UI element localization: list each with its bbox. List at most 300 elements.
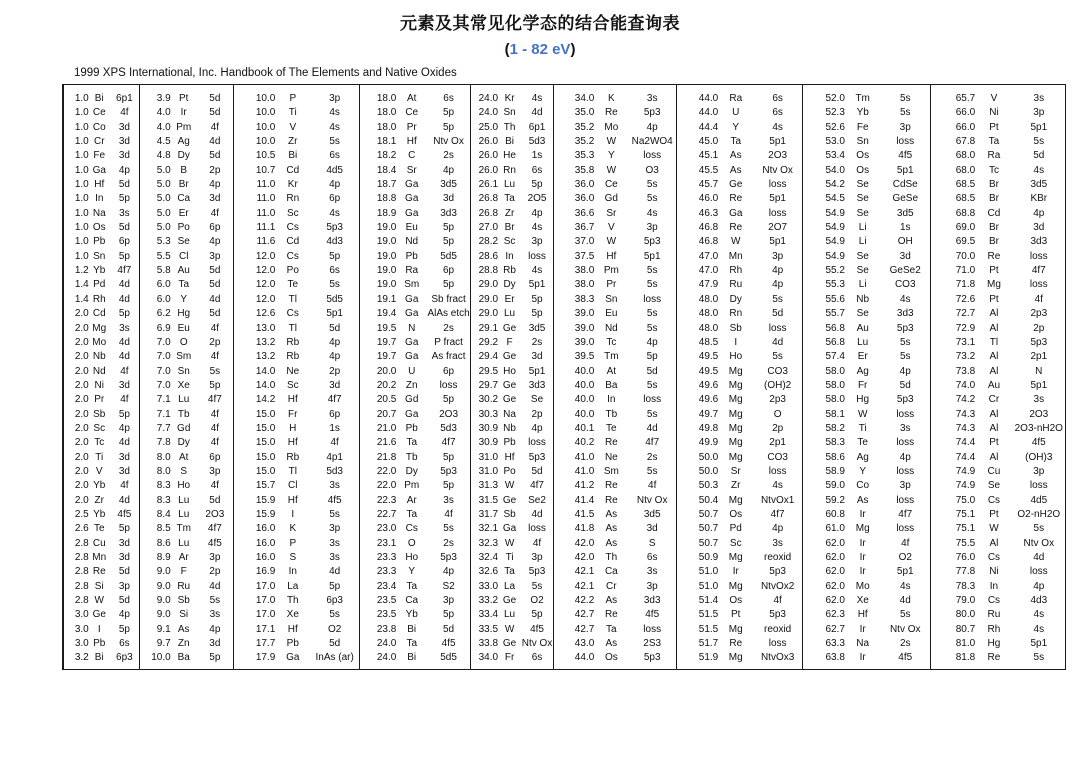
element-symbol: Tm: [176, 523, 191, 535]
chemical-state: 5s: [772, 351, 783, 363]
element-symbol: Zn: [405, 379, 418, 391]
table-row: [931, 365, 1065, 379]
element-symbol: Pt: [989, 265, 999, 277]
table-row: [554, 537, 676, 551]
chemical-state: 4f: [210, 480, 220, 492]
binding-energy-value: 12.0: [255, 279, 276, 291]
binding-energy-value: 21.0: [376, 422, 397, 434]
table-row: [471, 192, 553, 206]
binding-energy-value: 40.0: [574, 379, 595, 391]
binding-energy-value: 41.0: [574, 451, 595, 463]
element-symbol: Ba: [177, 652, 190, 664]
binding-energy-value: 49.7: [698, 408, 719, 420]
table-row: [360, 479, 470, 493]
table-row: [931, 651, 1065, 665]
chemical-state: 4f: [210, 121, 220, 133]
element-symbol: Sb: [729, 322, 742, 334]
element-symbol: Re: [604, 107, 618, 119]
element-symbol: Os: [729, 595, 743, 607]
element-symbol: Cs: [987, 494, 1001, 506]
element-symbol: Y: [859, 465, 867, 477]
table-row: [140, 293, 233, 307]
binding-energy-value: 30.9: [478, 422, 499, 434]
table-row: [140, 551, 233, 565]
binding-energy-value: 9.1: [156, 623, 171, 635]
element-symbol: Fr: [504, 652, 515, 664]
element-symbol: Po: [503, 465, 516, 477]
element-symbol: I: [97, 623, 101, 635]
chemical-state: 3s: [899, 422, 911, 434]
table-row: [803, 465, 930, 479]
chemical-state: 4f5: [327, 494, 342, 506]
element-symbol: As: [605, 537, 618, 549]
table-row: [471, 551, 553, 565]
element-symbol: Li: [858, 279, 867, 291]
table-row: [64, 393, 139, 407]
binding-energy-table: [62, 84, 1074, 670]
element-symbol: La: [287, 580, 299, 592]
chemical-state: O2: [327, 623, 342, 635]
chemical-state: 4d: [118, 351, 130, 363]
element-symbol: Bi: [407, 652, 417, 664]
table-row: [140, 365, 233, 379]
chemical-state: 2s: [531, 336, 543, 348]
element-symbol: Sn: [856, 136, 869, 148]
table-row: [471, 250, 553, 264]
binding-energy-value: 1.0: [74, 121, 89, 133]
element-symbol: Ir: [859, 652, 866, 664]
binding-energy-value: 34.0: [478, 652, 499, 664]
binding-energy-value: 16.9: [255, 566, 276, 578]
chemical-state: O2: [530, 595, 544, 607]
binding-energy-value: 2.0: [74, 365, 89, 377]
binding-energy-value: 26.8: [478, 193, 499, 205]
element-symbol: Ta: [606, 623, 617, 635]
chemical-state: 4s: [329, 107, 340, 119]
element-symbol: Lu: [178, 394, 190, 406]
element-symbol: Os: [856, 150, 870, 162]
chemical-state: 3d: [118, 150, 130, 162]
chemical-state: 4p: [329, 179, 341, 191]
chemical-state: 3p: [329, 93, 341, 104]
table-row: [931, 623, 1065, 637]
chemical-state: 6s: [443, 93, 454, 104]
chemical-state: 5p: [118, 523, 130, 535]
chemical-state: 1s: [531, 150, 543, 162]
element-symbol: Cd: [92, 308, 106, 320]
element-symbol: Xe: [177, 379, 190, 391]
table-row: [234, 651, 359, 665]
chemical-state: 5s: [329, 279, 340, 291]
table-row: [677, 637, 802, 651]
table-row: [677, 293, 802, 307]
chemical-state: 4f5: [645, 609, 660, 621]
element-symbol: Zr: [94, 494, 104, 506]
chemical-state: 4f: [648, 480, 657, 492]
table-row: [803, 537, 930, 551]
element-symbol: Eu: [177, 322, 190, 334]
binding-energy-value: 2.6: [74, 523, 89, 535]
binding-energy-value: 68.5: [955, 179, 976, 191]
chemical-state: 4f5: [898, 150, 913, 162]
element-symbol: Rn: [729, 308, 743, 320]
chemical-state: 4f7: [207, 523, 222, 535]
element-symbol: Ir: [732, 566, 739, 578]
chemical-state: 5p: [646, 351, 658, 363]
binding-energy-value: 14.0: [255, 365, 276, 377]
table-row: [360, 235, 470, 249]
element-symbol: Dy: [729, 293, 742, 305]
table-row: [140, 637, 233, 651]
chemical-state: 3p: [899, 121, 911, 133]
table-row: [677, 235, 802, 249]
binding-energy-value: 24.0: [478, 93, 499, 104]
chemical-state: 5p: [531, 609, 543, 621]
element-symbol: Ar: [406, 494, 417, 506]
table-row: [64, 293, 139, 307]
element-symbol: Tm: [855, 93, 870, 104]
binding-energy-value: 31.3: [478, 480, 499, 492]
chemical-state: 5p3: [896, 322, 914, 334]
chemical-state: 2O5: [527, 193, 547, 205]
binding-energy-value: 50.0: [698, 451, 719, 463]
element-symbol: Ga: [502, 523, 517, 535]
element-symbol: C: [408, 150, 416, 162]
table-row: [554, 565, 676, 579]
binding-energy-value: 15.0: [255, 408, 276, 420]
chemical-state: 3d: [443, 193, 455, 205]
element-symbol: Cs: [987, 595, 1001, 607]
element-symbol: Hf: [94, 179, 105, 191]
table-row: [803, 594, 930, 608]
chemical-state: loss: [768, 638, 787, 650]
binding-energy-value: 49.6: [698, 379, 719, 391]
chemical-state: 3s: [329, 537, 340, 549]
subtitle-paren-close: ): [570, 41, 576, 58]
element-symbol: Tm: [604, 351, 619, 363]
binding-energy-value: 49.8: [698, 422, 719, 434]
binding-energy-value: 23.5: [376, 609, 397, 621]
table-row: [234, 594, 359, 608]
element-symbol: Nb: [92, 351, 106, 363]
table-row: [234, 307, 359, 321]
binding-energy-value: 9.0: [156, 595, 171, 607]
chemical-state: 4s: [1033, 623, 1045, 635]
binding-energy-value: 27.0: [478, 222, 499, 234]
table-row: [234, 293, 359, 307]
chemical-state: 4s: [899, 293, 911, 305]
chemical-state: 6p1: [528, 121, 546, 133]
element-symbol: Cd: [987, 207, 1001, 219]
chemical-state: 5p: [118, 308, 130, 320]
chemical-state: 2p1: [1030, 351, 1048, 363]
chemical-state: 4p: [646, 336, 658, 348]
table-row: [931, 221, 1065, 235]
table-row: [471, 508, 553, 522]
binding-energy-value: 53.0: [825, 136, 845, 148]
binding-energy-value: 58.0: [825, 379, 845, 391]
table-row: [140, 580, 233, 594]
table-column-4: [359, 84, 471, 670]
chemical-state: GeSe2: [889, 265, 921, 277]
element-symbol: Se: [856, 308, 869, 320]
binding-energy-value: 42.2: [574, 595, 595, 607]
element-symbol: Al: [989, 422, 999, 434]
element-symbol: Cu: [987, 465, 1001, 477]
chemical-state: 6s: [119, 638, 130, 650]
table-row: [677, 106, 802, 120]
element-symbol: Y: [608, 150, 615, 162]
table-row: [64, 278, 139, 292]
chemical-state: 5p: [118, 623, 130, 635]
binding-energy-value: 5.0: [156, 193, 171, 205]
binding-energy-value: 40.0: [574, 394, 595, 406]
binding-energy-value: 29.5: [478, 365, 499, 377]
chemical-state: 4d3: [326, 236, 343, 248]
element-symbol: Sr: [730, 465, 741, 477]
binding-energy-value: 75.1: [955, 508, 976, 520]
chemical-state: 3d3: [896, 308, 914, 320]
binding-energy-value: 73.1: [955, 336, 976, 348]
element-symbol: Ce: [604, 179, 618, 191]
table-row: [554, 651, 676, 665]
table-row: [803, 207, 930, 221]
table-row: [360, 106, 470, 120]
chemical-state: loss: [643, 394, 662, 406]
table-row: [803, 436, 930, 450]
element-symbol: Y: [180, 293, 188, 305]
chemical-state: Ntv Ox: [636, 494, 668, 506]
element-symbol: Br: [504, 222, 515, 234]
element-symbol: La: [504, 580, 516, 592]
element-symbol: V: [289, 121, 297, 133]
binding-energy-value: 35.2: [574, 121, 595, 133]
element-symbol: Se: [856, 265, 869, 277]
chemical-state: 2p: [209, 164, 221, 176]
element-symbol: Pt: [989, 121, 999, 133]
chemical-state: 4f: [210, 437, 220, 449]
element-symbol: As: [729, 164, 742, 176]
chemical-state: 5d3: [440, 422, 457, 434]
element-symbol: Ta: [504, 193, 515, 205]
chemical-state: 4f5: [117, 508, 132, 520]
element-symbol: Tl: [288, 293, 297, 305]
table-row: [931, 350, 1065, 364]
table-row: [360, 135, 470, 149]
binding-energy-value: 17.0: [255, 595, 276, 607]
binding-energy-value: 26.0: [478, 164, 499, 176]
binding-energy-value: 49.5: [698, 365, 719, 377]
table-row: [234, 322, 359, 336]
table-row: [471, 393, 553, 407]
element-symbol: Ga: [405, 308, 419, 320]
chemical-state: 4f: [210, 351, 220, 363]
element-symbol: Al: [989, 408, 999, 420]
chemical-state: 4p: [899, 365, 911, 377]
binding-energy-value: 15.0: [255, 437, 276, 449]
chemical-state: 2O3: [1029, 408, 1049, 420]
table-row: [931, 92, 1065, 106]
chemical-state: 2O3-nH2O: [1014, 422, 1063, 434]
table-row: [677, 422, 802, 436]
element-symbol: W: [94, 595, 104, 607]
chemical-state: 4d: [118, 336, 130, 348]
element-symbol: Ge: [502, 351, 517, 363]
element-symbol: Ne: [286, 365, 300, 377]
chemical-state: AlAs etch: [427, 308, 470, 320]
element-symbol: Fr: [288, 408, 298, 420]
chemical-state: 4d: [1033, 552, 1045, 563]
element-symbol: Mg: [728, 379, 743, 391]
table-row: [554, 250, 676, 264]
binding-energy-value: 50.9: [698, 552, 719, 563]
binding-energy-value: 23.3: [376, 552, 397, 563]
element-symbol: I: [291, 508, 295, 520]
chemical-state: Ntv Ox: [433, 136, 464, 148]
chemical-state: 5s: [899, 336, 911, 348]
table-row: [803, 479, 930, 493]
table-row: [234, 135, 359, 149]
element-symbol: Cs: [987, 552, 1001, 563]
table-row: [64, 436, 139, 450]
chemical-state: reoxid: [764, 552, 792, 563]
table-row: [64, 164, 139, 178]
table-row: [677, 350, 802, 364]
binding-energy-value: 15.0: [255, 422, 276, 434]
element-symbol: Ta: [988, 136, 1000, 148]
table-row: [234, 221, 359, 235]
element-symbol: Ti: [858, 422, 867, 434]
binding-energy-value: 2.0: [74, 394, 89, 406]
binding-energy-value: 72.6: [955, 293, 976, 305]
table-row: [64, 465, 139, 479]
table-row: [140, 264, 233, 278]
binding-energy-value: 74.9: [955, 480, 976, 492]
element-symbol: K: [289, 523, 297, 535]
binding-energy-value: 73.8: [955, 365, 976, 377]
element-symbol: Ga: [405, 207, 419, 219]
element-symbol: Rb: [286, 336, 300, 348]
element-symbol: Re: [604, 437, 618, 449]
table-row: [803, 164, 930, 178]
element-symbol: Se: [177, 236, 190, 248]
table-row: [360, 522, 470, 536]
chemical-state: 4d: [531, 107, 543, 119]
table-row: [140, 608, 233, 622]
binding-energy-value: 11.6: [256, 236, 276, 248]
element-symbol: W: [606, 164, 617, 176]
chemical-state: 3d: [531, 351, 543, 363]
table-row: [677, 121, 802, 135]
binding-energy-value: 24.0: [376, 638, 397, 650]
binding-energy-value: 40.2: [574, 437, 595, 449]
element-symbol: Ir: [859, 537, 866, 549]
chemical-state: 5p: [443, 222, 455, 234]
table-row: [140, 565, 233, 579]
binding-energy-value: 38.0: [574, 265, 595, 277]
chemical-state: 4f7: [327, 394, 342, 406]
element-symbol: Al: [989, 351, 999, 363]
element-symbol: Mg: [92, 322, 107, 334]
table-column-9: [930, 84, 1066, 670]
binding-energy-value: 19.0: [376, 222, 397, 234]
chemical-state: 5p: [443, 609, 455, 621]
binding-energy-value: 25.0: [478, 121, 499, 133]
chemical-state: 6s: [772, 93, 783, 104]
table-row: [64, 235, 139, 249]
binding-energy-value: 22.0: [376, 465, 397, 477]
element-symbol: Ru: [729, 279, 743, 291]
chemical-state: 3p: [646, 222, 658, 234]
chemical-state: 3d: [118, 379, 130, 391]
chemical-state: 5s: [899, 107, 911, 119]
binding-energy-value: 81.8: [955, 652, 976, 664]
binding-energy-value: 2.0: [74, 336, 89, 348]
chemical-state: 3p: [531, 552, 543, 563]
binding-energy-value: 1.0: [74, 179, 89, 191]
chemical-state: 5s: [646, 265, 658, 277]
binding-energy-value: 74.2: [955, 394, 976, 406]
table-row: [471, 264, 553, 278]
table-row: [931, 522, 1065, 536]
element-symbol: Lu: [504, 308, 516, 320]
binding-energy-value: 58.0: [825, 365, 845, 377]
chemical-state: 5p1: [1030, 121, 1048, 133]
binding-energy-value: 5.0: [156, 222, 171, 234]
element-symbol: Nd: [405, 236, 419, 248]
chemical-state: loss: [528, 523, 546, 535]
element-symbol: Ga: [405, 179, 419, 191]
table-row: [554, 451, 676, 465]
binding-energy-value: 19.7: [376, 351, 397, 363]
element-symbol: Ce: [405, 107, 419, 119]
table-row: [64, 336, 139, 350]
chemical-state: 5s: [899, 609, 911, 621]
chemical-state: 5s: [329, 508, 340, 520]
chemical-state: 3d3: [528, 379, 546, 391]
table-row: [64, 651, 139, 665]
chemical-state: 5d: [329, 638, 341, 650]
table-row: [554, 379, 676, 393]
chemical-state: Sb fract: [431, 293, 466, 305]
element-symbol: Rb: [503, 265, 516, 277]
table-row: [931, 235, 1065, 249]
binding-energy-value: 18.2: [376, 150, 397, 162]
table-row: [931, 494, 1065, 508]
binding-energy-value: 26.0: [478, 150, 499, 162]
table-row: [140, 451, 233, 465]
table-row: [803, 508, 930, 522]
binding-energy-value: 19.0: [376, 250, 397, 262]
chemical-state: 3d5: [896, 207, 914, 219]
element-symbol: Os: [729, 508, 743, 520]
binding-energy-value: 3.0: [74, 623, 89, 635]
binding-energy-value: 3.2: [74, 652, 89, 664]
element-symbol: Ni: [94, 379, 104, 391]
element-symbol: Ru: [987, 609, 1001, 621]
element-symbol: Pb: [286, 638, 299, 650]
chemical-state: 5p3: [643, 107, 661, 119]
binding-energy-value: 1.0: [74, 236, 89, 248]
chemical-state: 3p: [531, 236, 543, 248]
element-symbol: V: [990, 93, 998, 104]
chemical-state: CO3: [894, 279, 916, 291]
binding-energy-value: 47.0: [698, 265, 719, 277]
binding-energy-value: 18.0: [376, 93, 397, 104]
table-row: [803, 494, 930, 508]
binding-energy-value: 14.0: [255, 379, 276, 391]
chemical-state: 4f: [210, 408, 220, 420]
